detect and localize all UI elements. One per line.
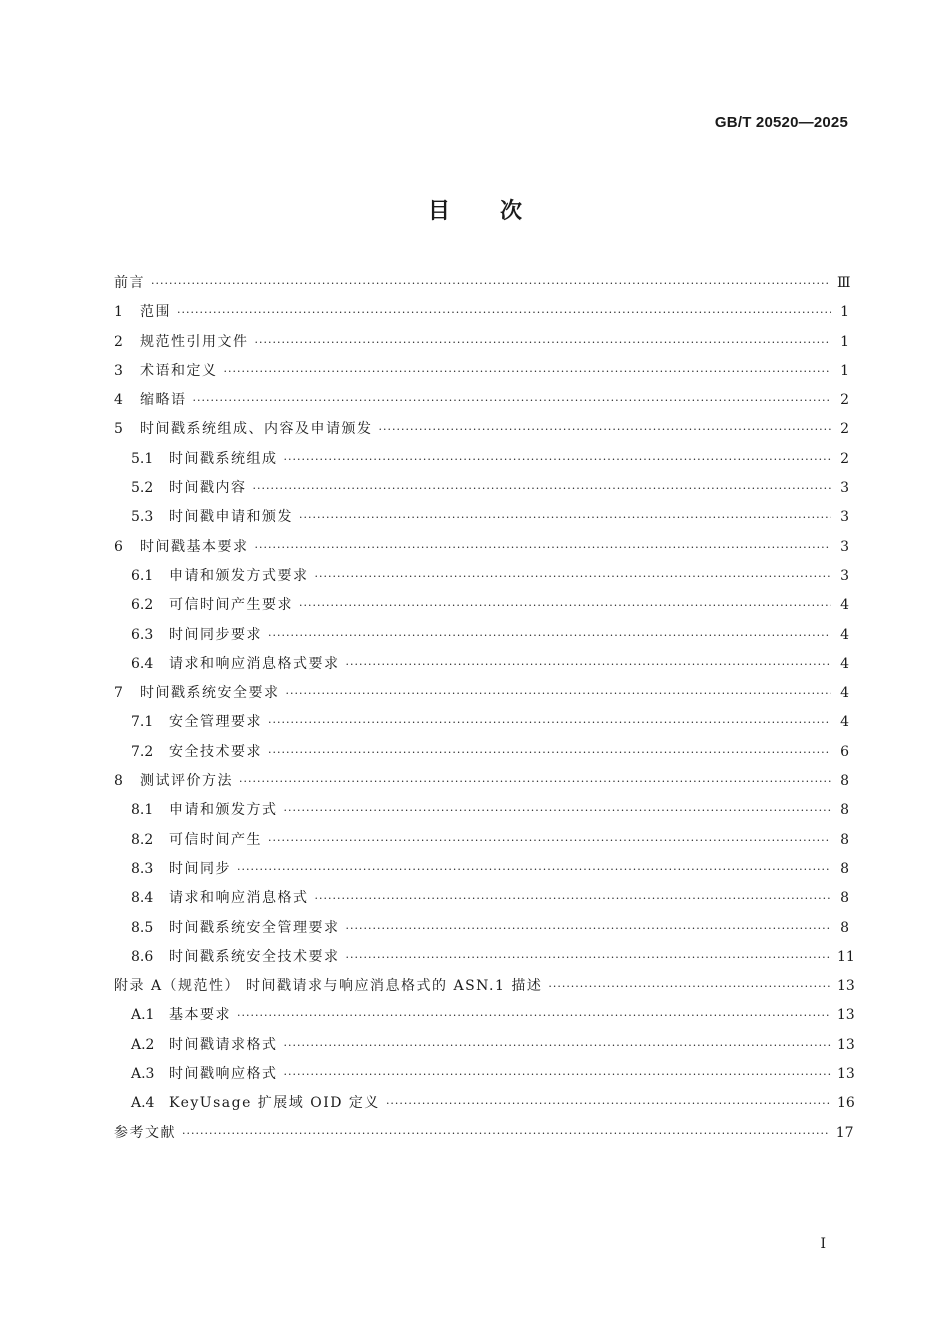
toc-dot-leader	[239, 767, 831, 796]
toc-entry-number: A.1	[131, 1007, 155, 1024]
toc-dot-leader	[182, 1119, 830, 1148]
toc-entry-number: 7.1	[131, 714, 154, 731]
toc-entry-label: 申请和颁发方式	[169, 802, 278, 819]
toc-entry-label: 可信时间产生	[169, 831, 262, 848]
toc-entry[interactable]	[114, 298, 849, 327]
toc-entry-label: KeyUsage 扩展域 OID 定义	[169, 1095, 380, 1112]
toc-dot-leader	[379, 415, 832, 444]
toc-entry-page: 13	[837, 1066, 855, 1083]
toc-entry-page: 16	[837, 1095, 855, 1112]
toc-entry-number: 8.4	[131, 890, 154, 907]
toc-entry[interactable]	[114, 621, 849, 650]
toc-entry-label: 基本要求	[169, 1007, 231, 1024]
toc-entry-label: 时间戳系统组成	[169, 450, 278, 467]
toc-entry-page: 1	[840, 304, 849, 321]
toc-entry[interactable]	[114, 1089, 855, 1118]
toc-entry[interactable]	[114, 855, 849, 884]
toc-entry-page: 2	[840, 392, 849, 409]
toc-entry-page: 8	[840, 802, 849, 819]
toc-entry-number: 8.2	[131, 831, 154, 848]
page-number: Ⅰ	[820, 1236, 826, 1252]
toc-entry[interactable]	[114, 679, 849, 708]
toc-entry-page: 3	[840, 509, 849, 526]
toc-entry-number: 5.2	[131, 480, 154, 497]
toc-entry-label: 请求和响应消息格式要求	[169, 655, 340, 672]
toc-entry-number: 8.5	[131, 919, 154, 936]
toc-heading-part1: 目	[427, 199, 450, 224]
toc-entry-number: 1	[114, 304, 123, 321]
toc-entry-label: 时间戳系统安全要求	[140, 685, 280, 702]
toc-entry-number: 6	[114, 538, 123, 555]
toc-entry-page: 2	[840, 421, 849, 438]
toc-entry-page: 13	[836, 1007, 855, 1024]
toc-entry-page: 8	[840, 773, 849, 790]
toc-entry[interactable]	[114, 943, 855, 972]
toc-entry-page: 2	[840, 450, 849, 467]
toc-entry-number: 8.6	[131, 948, 154, 965]
toc-dot-leader	[346, 943, 832, 972]
toc-entry-label: 时间戳系统组成、内容及申请颁发	[140, 421, 373, 438]
toc-entry[interactable]	[114, 503, 849, 532]
toc-dot-leader	[255, 533, 832, 562]
toc-entry-page: 4	[840, 685, 849, 702]
toc-entry-label: 时间同步要求	[169, 626, 262, 643]
toc-dot-leader	[346, 650, 832, 679]
toc-entry-label: 时间戳系统安全技术要求	[169, 948, 340, 965]
toc-entry[interactable]	[114, 796, 849, 825]
toc-dot-leader	[177, 298, 831, 327]
toc-entry[interactable]	[114, 1060, 855, 1089]
toc-dot-leader	[268, 826, 831, 855]
toc-entry-number: 5.3	[131, 509, 154, 526]
toc-entry[interactable]	[114, 708, 849, 737]
toc-entry[interactable]	[114, 650, 849, 679]
toc-dot-leader	[299, 503, 831, 532]
toc-entry-label: 时间戳请求格式	[169, 1036, 278, 1053]
toc-dot-leader	[237, 855, 831, 884]
toc-entry-label: 时间戳申请和颁发	[169, 509, 293, 526]
toc-dot-leader	[193, 386, 832, 415]
toc-entry-page: 4	[840, 714, 849, 731]
toc-entry-number: A.3	[131, 1066, 155, 1083]
toc-entry-page: 8	[840, 831, 849, 848]
toc-entry-page: 1	[840, 362, 849, 379]
toc-entry-number: 8.3	[131, 860, 154, 877]
toc-entry[interactable]	[114, 357, 849, 386]
toc-dot-leader	[284, 1031, 832, 1060]
toc-entry-number: 8	[114, 773, 123, 790]
toc-entry-page: 11	[837, 948, 855, 965]
toc-entry-label: 请求和响应消息格式	[169, 890, 309, 907]
toc-entry-label: 时间戳响应格式	[169, 1066, 278, 1083]
toc-dot-leader	[548, 972, 831, 1001]
toc-entry[interactable]	[114, 269, 849, 298]
toc-entry[interactable]	[114, 415, 849, 444]
toc-dot-leader	[237, 1001, 831, 1030]
toc-entry[interactable]	[114, 884, 849, 913]
toc-heading	[0, 194, 950, 225]
toc-dot-leader	[346, 914, 832, 943]
toc-entry-page: 3	[840, 538, 849, 555]
toc-dot-leader	[386, 1089, 831, 1118]
toc-entry-label: 时间戳系统安全管理要求	[169, 919, 340, 936]
toc-entry-label: 时间戳基本要求	[140, 538, 249, 555]
toc-entry-page: 13	[837, 978, 855, 995]
toc-dot-leader	[315, 562, 832, 591]
standard-code: GB/T 20520—2025	[714, 114, 848, 131]
toc-entry[interactable]	[114, 767, 849, 796]
toc-entry-label: 时间同步	[169, 860, 231, 877]
toc-entry[interactable]	[114, 386, 849, 415]
toc-dot-leader	[284, 796, 832, 825]
toc-entry-label: 范围	[140, 304, 171, 321]
toc-entry[interactable]	[114, 1001, 855, 1030]
toc-entry-number: 7.2	[131, 743, 154, 760]
toc-entry[interactable]	[114, 1119, 854, 1148]
toc-entry-label: 缩略语	[140, 392, 187, 409]
toc-entry-page: 8	[840, 860, 849, 877]
toc-dot-leader	[284, 445, 832, 474]
toc-entry-label: 时间戳内容	[169, 480, 247, 497]
toc-entry-page: 6	[840, 743, 849, 760]
toc-entry-number: 5.1	[131, 450, 154, 467]
toc-dot-leader	[268, 738, 831, 767]
toc-entry[interactable]	[114, 972, 855, 1001]
toc-entry-label: 申请和颁发方式要求	[169, 567, 309, 584]
toc-entry-number: 6.4	[131, 655, 154, 672]
toc-dot-leader	[255, 328, 832, 357]
toc-entry-page: 3	[840, 480, 849, 497]
toc-entry-page: 17	[835, 1124, 854, 1141]
toc-entry-label: 安全技术要求	[169, 743, 262, 760]
toc-entry[interactable]	[114, 738, 849, 767]
toc-heading-part2: 次	[500, 199, 523, 224]
toc-entry[interactable]	[114, 474, 849, 503]
toc-entry-label: 测试评价方法	[140, 773, 233, 790]
toc-entry-number: A.4	[131, 1095, 155, 1112]
toc-entry-page: 4	[840, 626, 849, 643]
toc-entry-page: 8	[840, 919, 849, 936]
toc-entry-page: 13	[837, 1036, 855, 1053]
toc-entry-label: 前言	[114, 275, 145, 291]
toc-dot-leader	[268, 621, 831, 650]
toc-entry-number: 6.2	[131, 597, 154, 614]
toc-entry-number: 6.3	[131, 626, 154, 643]
toc-entry-number: 6.1	[131, 567, 154, 584]
toc-entry-number: 3	[114, 362, 123, 379]
toc-entry-page: 1	[840, 333, 849, 350]
toc-entry-page: 4	[840, 655, 849, 672]
toc-dot-leader	[299, 591, 831, 620]
toc-entry-page: 8	[840, 890, 849, 907]
toc-dot-leader	[268, 708, 831, 737]
toc-entry-number: 8.1	[131, 802, 154, 819]
toc-entry[interactable]	[114, 533, 849, 562]
table-of-contents	[114, 269, 855, 1148]
toc-entry-label: 可信时间产生要求	[169, 597, 293, 614]
toc-entry-number: A.2	[131, 1036, 155, 1053]
toc-entry[interactable]	[114, 445, 849, 474]
toc-entry-label: 参考文献	[114, 1124, 176, 1141]
toc-entry-number: 2	[114, 333, 123, 350]
toc-dot-leader	[286, 679, 832, 708]
toc-entry[interactable]	[114, 826, 849, 855]
toc-entry[interactable]	[114, 591, 849, 620]
toc-entry[interactable]	[114, 914, 849, 943]
toc-entry[interactable]	[114, 328, 849, 357]
toc-entry-label: 附录 A（规范性） 时间戳请求与响应消息格式的 ASN.1 描述	[114, 978, 543, 995]
toc-dot-leader	[253, 474, 832, 503]
toc-dot-leader	[315, 884, 832, 913]
toc-entry[interactable]	[114, 1031, 855, 1060]
toc-dot-leader	[151, 269, 831, 298]
toc-entry[interactable]	[114, 562, 849, 591]
toc-entry-label: 规范性引用文件	[140, 333, 249, 350]
toc-entry-number: 7	[114, 685, 123, 702]
toc-entry-number: 4	[114, 392, 123, 409]
toc-dot-leader	[224, 357, 832, 386]
toc-entry-number: 5	[114, 421, 123, 438]
toc-entry-page: 3	[840, 567, 849, 584]
toc-entry-page: Ⅲ	[837, 275, 851, 291]
toc-entry-label: 术语和定义	[140, 362, 218, 379]
toc-entry-page: 4	[840, 597, 849, 614]
toc-entry-label: 安全管理要求	[169, 714, 262, 731]
toc-dot-leader	[284, 1060, 832, 1089]
